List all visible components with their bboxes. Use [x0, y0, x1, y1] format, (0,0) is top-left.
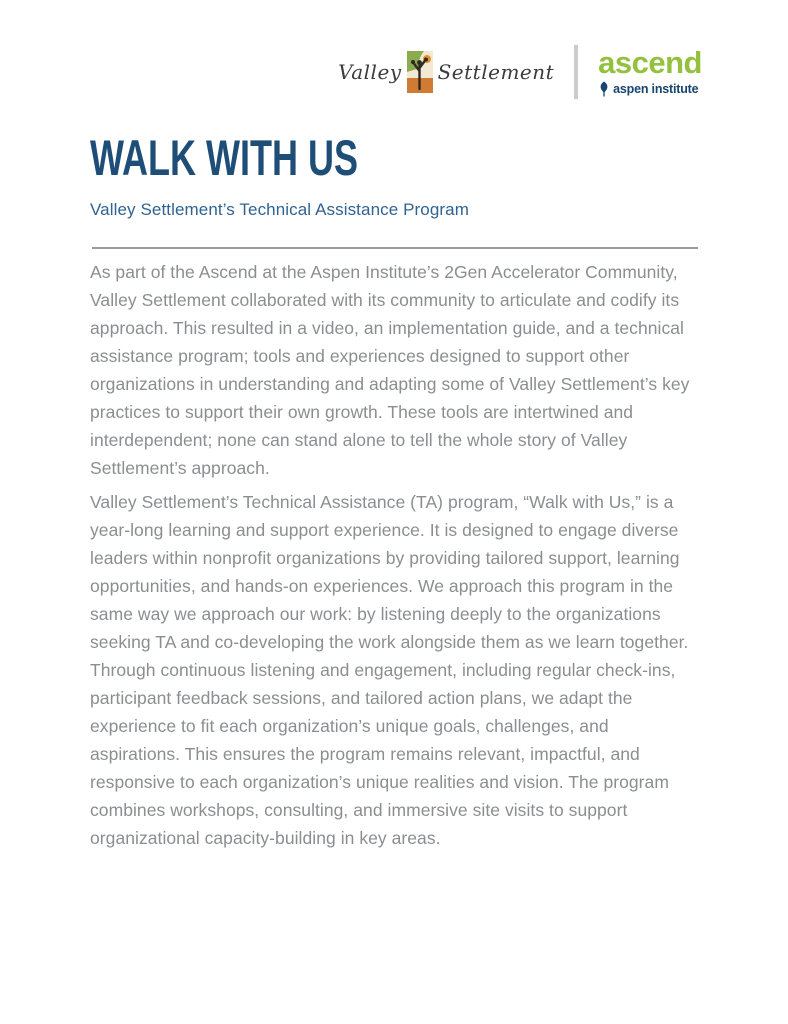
- aspen-leaf-icon: [598, 81, 610, 97]
- body-paragraph-1: As part of the Ascend at the Aspen Institute’s 2Gen Accelerator Community, Valley Settlement collaborated with its community to articulate and codify its approach. This resulted in a video, an implementation guide, and a technical assistance program; tools and experiences designed to support other organizations in understanding and adapting some of Valley Settlement’s key practices to support their own growth. These tools are intertwined and interdependent; none can stand alone to tell the whole story of Valley Settlement’s approach.: [90, 262, 690, 478]
- aspen-institute-row: [598, 81, 698, 97]
- aspen-institute-label: aspen institute: [613, 81, 699, 96]
- document-content: [90, 130, 698, 852]
- valley-settlement-tree-icon: [407, 51, 433, 93]
- header-logos: [338, 45, 702, 99]
- body-paragraph-2: Valley Settlement’s Technical Assistance (TA) program, “Walk with Us,” is a year-long learning and support experience. It is designed to engage diverse leaders within nonprofit organizations by providing tailored support, learning opportunities, and hands-on experiences. We approach this program in the same way we approach our work: by listening deeply to the organizations seeking TA and co-developing the work alongside them as we learn together. Through continuous listening and engagement, including regular check-ins, participant feedback sessions, and tailored action plans, we adapt the experience to fit each organization’s unique goals, challenges, and aspirations. This ensures the program remains relevant, impactful, and responsive to each organization’s unique realities and vision. The program combines workshops, consulting, and immersive site visits to support organizational capacity-building in key areas.: [90, 492, 689, 848]
- page-subtitle: Valley Settlement’s Technical Assistance Program: [90, 200, 469, 219]
- page-title: [90, 130, 698, 186]
- page-title-text: WALK WITH US: [90, 130, 358, 186]
- valley-settlement-logo: [338, 51, 554, 93]
- logo-divider: [574, 45, 578, 99]
- ascend-aspen-institute-logo: [598, 47, 702, 97]
- divider-rule: [92, 247, 698, 249]
- settlement-wordmark: Settlement: [437, 60, 555, 84]
- ascend-wordmark: ascend: [598, 45, 702, 80]
- valley-wordmark: Valley: [338, 60, 402, 84]
